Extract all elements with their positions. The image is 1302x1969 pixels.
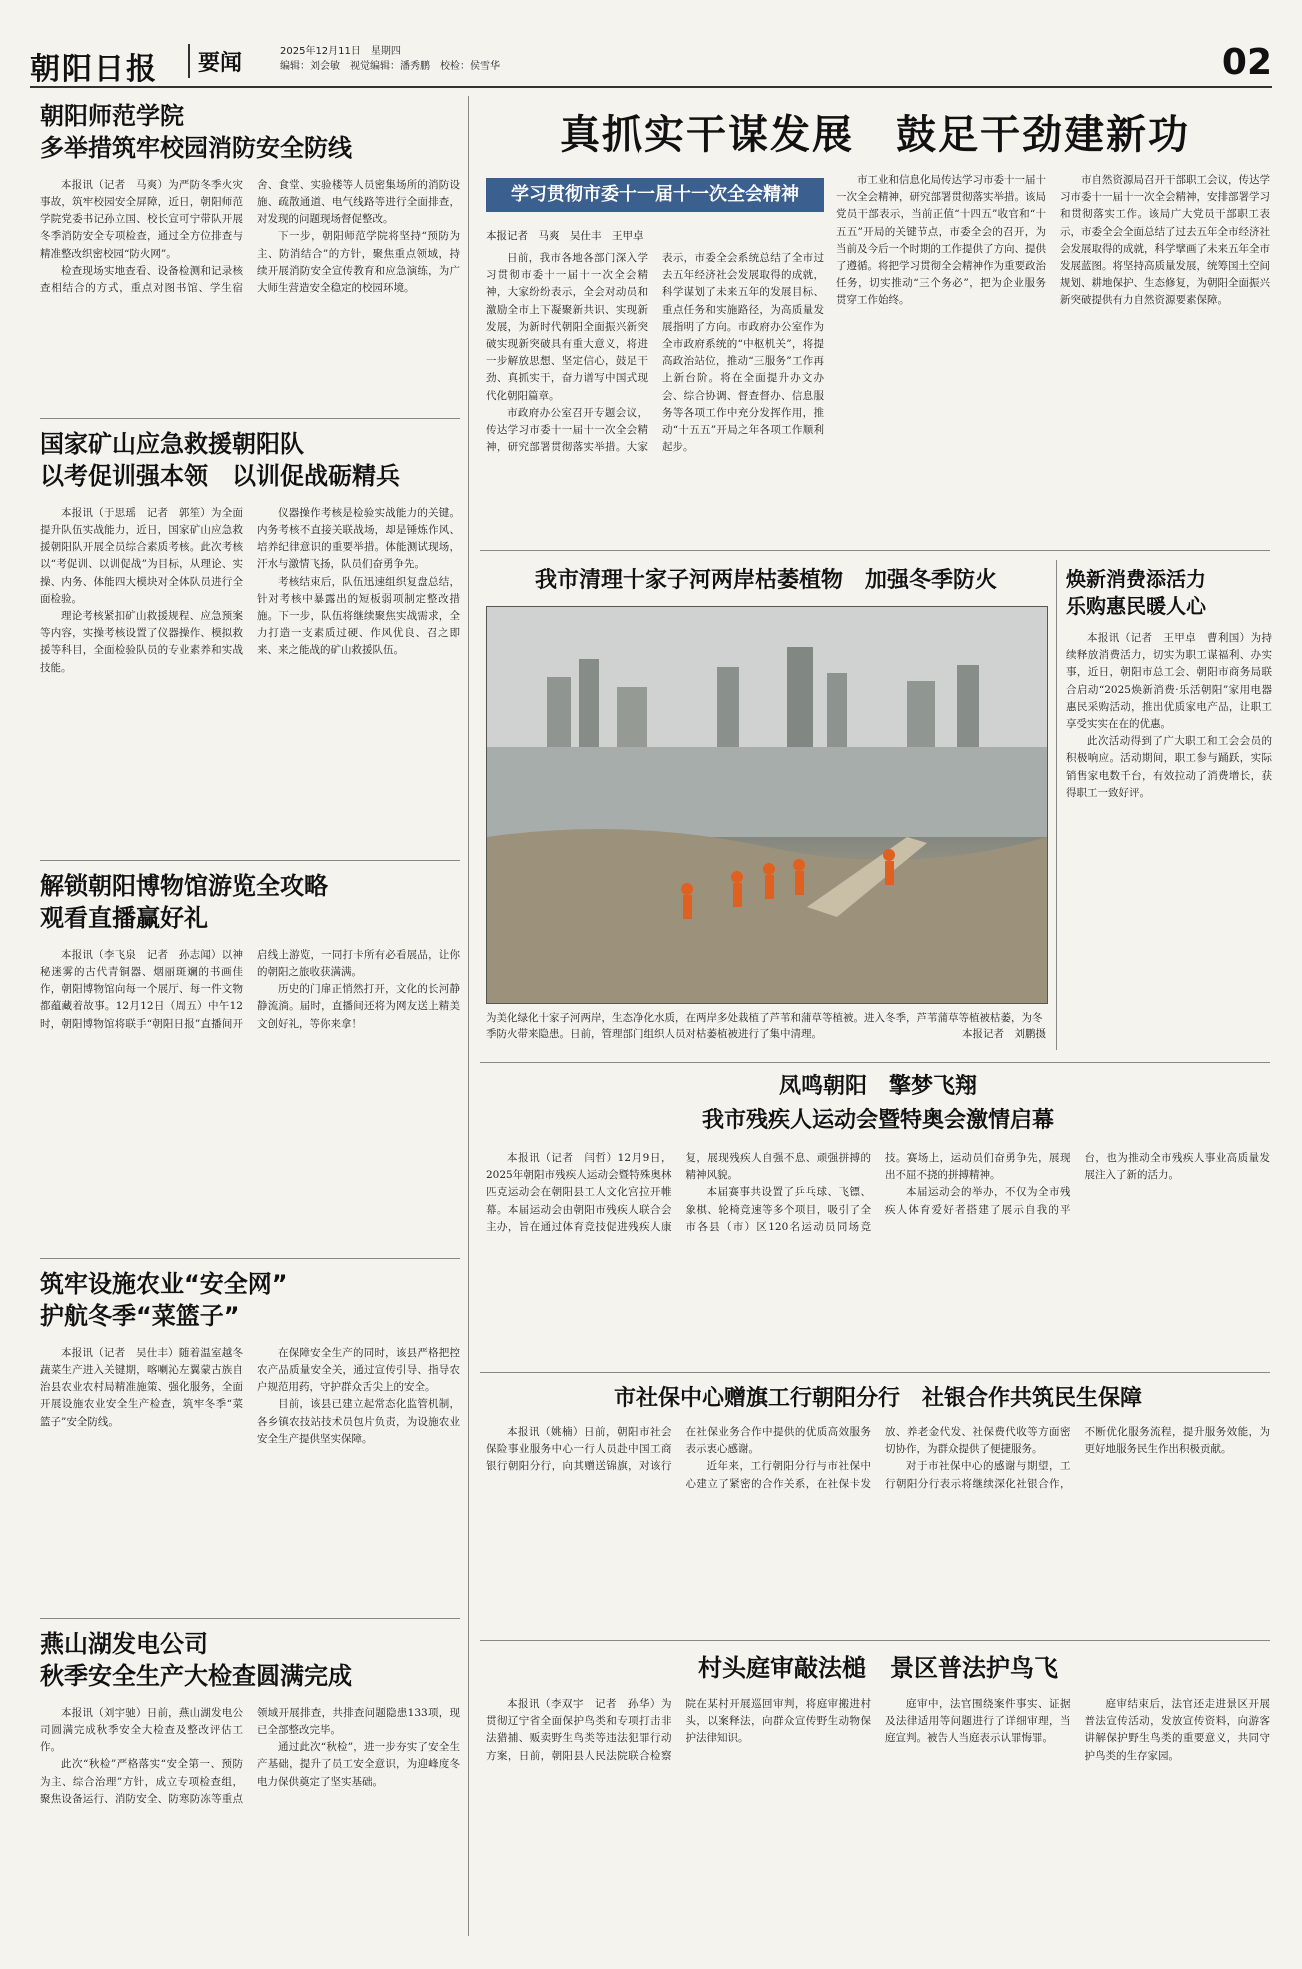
divider [40, 860, 460, 861]
paragraph: 本届赛事共设置了乒乓球、飞镖、象棋、轮椅竞速等多个项目，吸引了全市各县（市）区120名运动员同场竞技。赛场上，运动员们奋勇争先，展现出不屈不挠的拼搏精神。 [685, 1152, 1071, 1233]
social-security-body [486, 1424, 1270, 1630]
paragraph: 本报讯（姚楠）日前，朝阳市社会保险事业服务中心一行人员赴中国工商银行朝阳分行，向其赠送锦旗，对该行在社保业务合作中提供的优质高效服务表示衷心感谢。 [486, 1426, 871, 1473]
divider [480, 1062, 1270, 1063]
article-consumption [1066, 566, 1272, 1030]
article-title: 解锁朝阳博物馆游览全攻略 观看直播赢好礼 [40, 872, 328, 933]
photo-caption: 为美化绿化十家子河两岸，生态净化水质，在两岸多处栽植了芦苇和蒲草等植被。进入冬季，芦苇蒲草等植被枯萎，为冬季防火带来隐患。日前，管理部门组织人员对枯萎植被进行了集中清理。 [486, 1012, 1043, 1040]
sports-subhead: 我市残疾人运动会暨特奥会激情启幕 [701, 1108, 1054, 1133]
masthead [30, 42, 1272, 88]
photo-headline: 我市清理十家子河两岸枯萎植物 加强冬季防火 [534, 568, 997, 593]
article-title: 焕新消费添活力 乐购惠民暖人心 [1066, 567, 1206, 618]
paragraph: 本报讯（记者 马爽）为严防冬季火灾事故，筑牢校园安全屏障，近日，朝阳师范学院党委书记孙立国、校长宣可宁带队开展冬季消防安全专项检查，通过全方位排查与精准整改织密校园“防火网”。 [40, 178, 243, 260]
divider [480, 550, 1270, 551]
paragraph: 理论考核紧扣矿山救援规程、应急预案等内容，实操考核设置了仪器操作、模拟救援等科目，全面检验队员的专业素养和实战技能。 [40, 610, 243, 674]
paragraph: 仪器操作考核是检验实战能力的关键。内务考核不直接关联战场，却是锤炼作风、培养纪律意识的重要举措。体能测试现场，汗水与激情飞扬，队员们奋勇争先。 [257, 506, 460, 571]
divider [480, 1640, 1270, 1641]
paragraph: 在保障安全生产的同时，该县严格把控农产品质量安全关，通过宣传引导、指导农户规范用药，守护群众舌尖上的安全。 [257, 1346, 460, 1394]
masthead-separator [188, 44, 190, 78]
paragraph: 近年来，工行朝阳分行与市社保中心建立了紧密的合作关系，在社保卡发放、养老金代发、社保费代收等方面密切协作，为群众提供了便捷服务。 [685, 1426, 1071, 1490]
divider [40, 1618, 460, 1619]
left-column-divider [468, 96, 469, 1936]
paragraph: 本报讯（于思瑶 记者 郭笙）为全面提升队伍实战能力，近日，国家矿山应急救援朝阳队开展全员综合素质考核。此次考核以“考促训、以训促战”为目标，从理论、实操、内务、体能四大模块对全体队员进行全面检验。 [40, 506, 243, 605]
article-body [40, 177, 460, 439]
article-body [40, 505, 460, 850]
photo-credit: 本报记者 刘鹏摄 [962, 1028, 1046, 1040]
paragraph: 市政府办公室召开专题会议，传达学习市委十一届十一次全会精神，研究部署贯彻落实举措。大家表示，市委全会系统总结了全市过去五年经济社会发展取得的成就，科学谋划了未来五年的发展目标、重点任务和实施路径，为高质量发展指明了方向。市政府办公室作为全市政府系统的“中枢机关”，将提高政治站位，推动“三服务”工作再上新台阶。将在全面提升办文办会、综合协调、督查督办、信息服务等各项工作中充分发挥作用，推动“十五五”开局之年各项工作顺利起步。 [486, 252, 824, 454]
right-column-divider [1056, 560, 1057, 1050]
main-byline: 本报记者 马爽 吴仕丰 王甲卓 [486, 230, 644, 242]
section-name: 要闻 [198, 51, 243, 76]
main-banner: 学习贯彻市委十一届十一次全会精神 [486, 178, 824, 212]
paragraph: 此次“秋检”严格落实“安全第一、预防为主、综合治理”方针，成立专项检查组，聚焦设备运行、消防安全、防寒防冻等重点领域开展排查，共排查问题隐患133项，现已全部整改完毕。 [40, 1706, 460, 1805]
paragraph: 本报讯（李飞泉 记者 孙志闻）以神秘迷雾的古代青铜器、烟丽斑斓的书画佳作，朝阳博物馆向每一个展厅、每一件文物都蕴藏着故事。12月12日（周五）中午12时，朝阳博物馆将联手“朝阳日报”直播间开启线上游览，一同打卡所有必看展品，让你的朝阳之旅收获满满。 [40, 948, 460, 1030]
main-headline: 真抓实干谋发展 鼓足干劲建新功 [560, 112, 1190, 158]
paragraph: 市自然资源局召开干部职工会议，传达学习市委十一届十一次全会精神，安排部署学习和贯彻落实工作。该局广大党员干部职工表示，市委全会全面总结了过去五年全市经济社会发展取得的成就，科学擘画了未来五年全市发展蓝图。将坚持高质量发展，统筹国土空间规划、耕地保护、生态修复，为朝阳全面振兴新突破提供有力自然资源要素保障。 [1060, 174, 1270, 307]
paragraph: 本报讯（记者 闫哲）12月9日，2025年朝阳市残疾人运动会暨特殊奥林匹克运动会在朝阳县工人文化宫拉开帷幕。本届运动会由朝阳市残疾人联合会主办，旨在通过体育竞技促进残疾人康复，展现残疾人自强不息、顽强拼搏的精神风貌。 [486, 1152, 871, 1233]
paragraph: 考核结束后，队伍迅速组织复盘总结，针对考核中暴露出的短板弱项制定整改措施。下一步，队伍将继续聚焦实战需求，全力打造一支素质过硬、作风优良、召之即来、来之能战的矿山救援队伍。 [257, 575, 460, 657]
article-title: 筑牢设施农业“安全网” 护航冬季“菜篮子” [40, 1270, 288, 1331]
divider [40, 1258, 460, 1259]
sports-body [486, 1150, 1270, 1360]
court-headline: 村头庭审敲法槌 景区普法护鸟飞 [698, 1654, 1058, 1682]
paragraph: 下一步，朝阳师范学院将坚持“预防为主、防消结合”的方针，聚焦重点领域，持续开展消防安全宣传教育和应急演练，为广大师生营造安全稳定的校园环境。 [257, 230, 460, 294]
paragraph: 本报讯（记者 吴仕丰）随着温室越冬蔬菜生产进入关键期，喀喇沁左翼蒙古族自治县农业农村局精准施策、强化服务，全面开展设施农业安全生产检查，筑牢冬季“菜篮子”安全防线。 [40, 1346, 243, 1428]
paragraph: 庭审结束后，法官还走进景区开展普法宣传活动，发放宣传资料，向游客讲解保护野生鸟类的重要意义，共同守护鸟类的生存家园。 [1084, 1698, 1270, 1762]
paragraph: 检查现场实地查看、设备检测和记录核查相结合的方式，重点对图书馆、学生宿舍、食堂、实验楼等人员密集场所的消防设施、疏散通道、电气线路等进行全面排查，对发现的问题现场督促整改。 [40, 178, 460, 294]
paragraph: 此次活动得到了广大职工和工会会员的积极响应。活动期间，职工参与踊跃，实际销售家电数千台，有效拉动了消费增长，获得职工一致好评。 [1066, 735, 1272, 799]
photo-caption-block [486, 1010, 1046, 1042]
article-title: 燕山湖发电公司 秋季安全生产大检查圆满完成 [40, 1630, 352, 1691]
paragraph: 市工业和信息化局传达学习市委十一届十一次全会精神，研究部署贯彻落实举措。该局党员干部表示，当前正值“十四五”收官和“十五五”开局的关键节点，市委全会的召开，为当前及今后一个时期的工作提供了方向、提供了遵循。将把学习贯彻全会精神作为重要政治任务，切实推动“三个务必”，把为企业服务贯穿工作始终。 [836, 174, 1046, 307]
main-body-part2 [836, 172, 1270, 540]
article-body [1066, 630, 1272, 1030]
date-line: 2025年12月11日 星期四 [280, 46, 401, 57]
court-body [486, 1696, 1270, 1932]
article-mine-rescue [40, 428, 460, 850]
river-photo-illustration [487, 607, 1047, 1003]
sports-headline: 凤鸣朝阳 擎梦飞翔 [778, 1074, 977, 1099]
article-normal-university [40, 100, 460, 439]
divider [40, 418, 460, 419]
river-cleanup-photo [486, 606, 1048, 1004]
paragraph: 本报讯（刘宇驰）日前，燕山湖发电公司圆满完成秋季安全大检查及整改评估工作。 [40, 1706, 243, 1754]
paragraph: 通过此次“秋检”，进一步夯实了安全生产基础，提升了员工安全意识，为迎峰度冬电力保供奠定了坚实基础。 [257, 1741, 460, 1788]
article-body [40, 947, 460, 1169]
article-title: 国家矿山应急救援朝阳队 以考促训强本领 以训促战砺精兵 [40, 430, 400, 491]
social-security-headline: 市社保中心赠旗工行朝阳分行 社银合作共筑民生保障 [613, 1386, 1142, 1411]
article-title: 朝阳师范学院 多举措筑牢校园消防安全防线 [40, 102, 352, 163]
article-body [40, 1705, 460, 1941]
masthead-meta [280, 44, 500, 74]
paragraph: 对于市社保中心的感谢与期望，工行朝阳分行表示将继续深化社银合作，不断优化服务流程，提升服务效能，为更好地服务民生作出积极贡献。 [885, 1426, 1270, 1490]
newspaper-logo: 朝阳日报 [30, 52, 158, 87]
paragraph: 历史的门扉正悄然打开，文化的长河静静流淌。届时，直播间还将为网友送上精美文创好礼，等你来拿！ [257, 983, 460, 1030]
article-body [40, 1345, 460, 1607]
paragraph: 本报讯（记者 王甲卓 曹利国）为持续释放消费活力，切实为职工谋福利、办实事，近日，朝阳市总工会、朝阳市商务局联合启动“2025焕新消费·乐活朝阳”家用电器惠民采购活动，推出优质家电产品，让职工享受实实在在的优惠。 [1066, 632, 1272, 731]
page-number: 02 [1221, 42, 1272, 83]
article-power-plant [40, 1628, 460, 1941]
article-facility-agriculture [40, 1268, 460, 1607]
main-body-part1 [486, 250, 824, 540]
article-museum [40, 870, 460, 1169]
editors-line: 编辑：刘会敏 视觉编辑：潘秀鹏 校检：侯雪华 [280, 61, 500, 72]
paragraph: 日前，我市各地各部门深入学习贯彻市委十一届十一次全会精神，大家纷纷表示，全会对动员和激励全市上下凝聚新共识、实现新发展，为新时代朝阳全面振兴新突破实现新突破具有重大意义，将进一步解放思想、坚定信心，鼓足干劲、真抓实干，奋力谱写中国式现代化朝阳篇章。 [486, 252, 648, 402]
paragraph: 本届运动会的举办，不仅为全市残疾人体育爱好者搭建了展示自我的平台，也为推动全市残疾人事业高质量发展注入了新的活力。 [885, 1152, 1270, 1216]
divider [480, 1372, 1270, 1373]
paragraph: 目前，该县已建立起常态化监管机制，各乡镇农技站技术员包片负责，为设施农业安全生产提供坚实保障。 [257, 1398, 460, 1445]
paragraph: 庭审中，法官围绕案件事实、证据及法律适用等问题进行了详细审理，当庭宣判。被告人当庭表示认罪悔罪。 [885, 1698, 1071, 1745]
paragraph: 本报讯（李双宇 记者 孙华）为贯彻辽宁省全面保护鸟类和专项打击非法猎捕、贩卖野生鸟类等违法犯罪行动方案，日前，朝阳县人民法院联合检察院在某村开展巡回审判，将庭审搬进村头，以案释法，向群众宣传野生动物保护法律知识。 [486, 1698, 871, 1762]
